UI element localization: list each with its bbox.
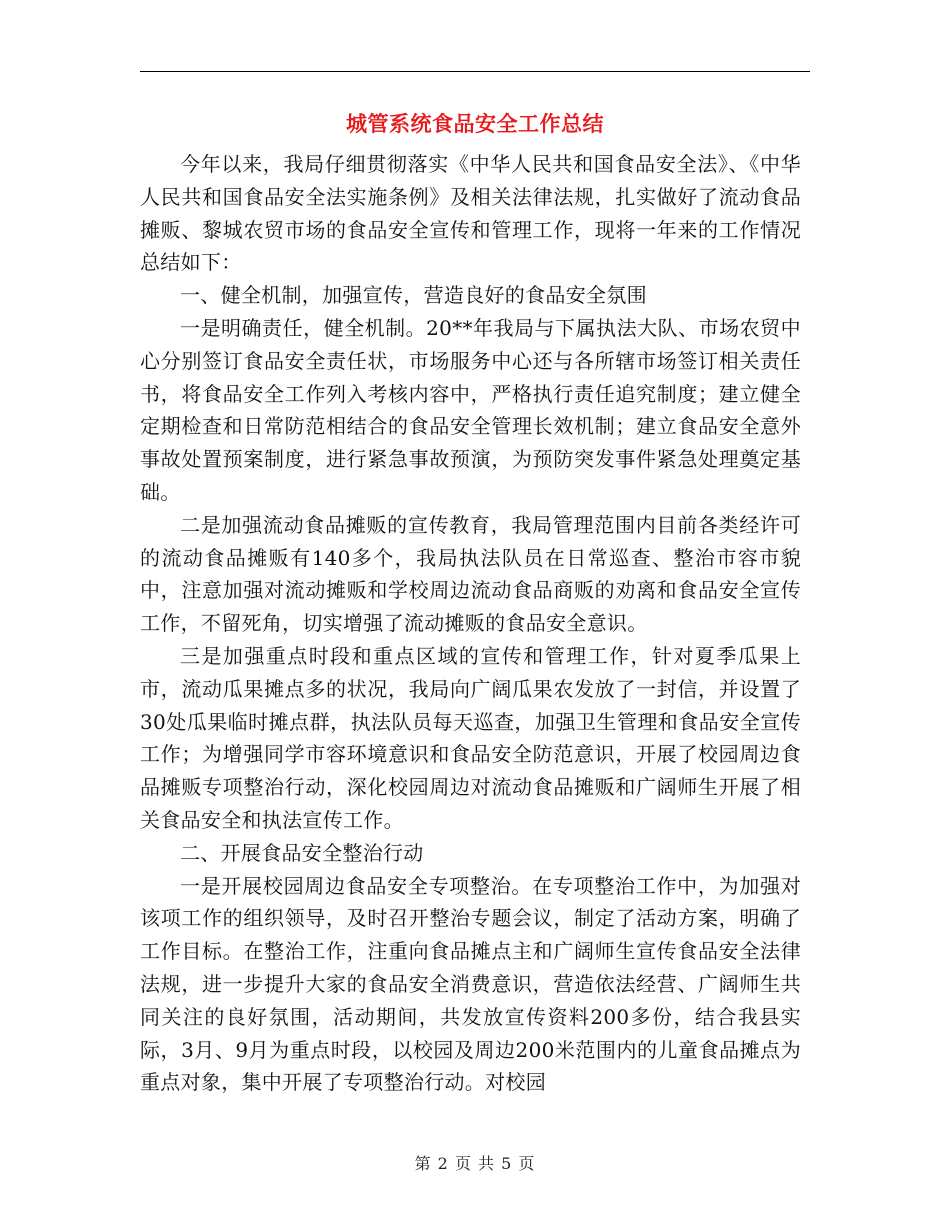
- intro-paragraph: 今年以来，我局仔细贯彻落实《中华人民共和国食品安全法》、《中华人民共和国食品安全法实施条例》及相关法律法规，扎实做好了流动食品摊贩、黎城农贸市场的食品安全宣传和管理工作，现将一年来的工作情况总结如下：: [140, 152, 801, 275]
- document-body: [140, 148, 801, 1099]
- page-footer: 第 2 页 共 5 页: [414, 1154, 536, 1173]
- section-heading-2: 二、开展食品安全整治行动: [180, 840, 424, 865]
- header-rule: [140, 71, 810, 72]
- document-title: 城管系统食品安全工作总结: [346, 111, 604, 136]
- body-paragraph: 一是明确责任，健全机制。20**年我局与下属执法大队、市场农贸中心分别签订食品安全责任状，市场服务中心还与各所辖市场签订相关责任书，将食品安全工作列入考核内容中，严格执行责任追究制度；建立健全定期检查和日常防范相结合的食品安全管理长效机制；建立食品安全意外事故处置预案制度，进行紧急事故预演，为预防突发事件紧急处理奠定基础。: [140, 315, 801, 504]
- body-paragraph: 三是加强重点时段和重点区域的宣传和管理工作，针对夏季瓜果上市，流动瓜果摊点多的状况，我局向广阔瓜果农发放了一封信，并设置了30处瓜果临时摊点群，执法队员每天巡查，加强卫生管理和食品安全宣传工作；为增强同学市容环境意识和食品安全防范意识，开展了校园周边食品摊贩专项整治行动，深化校园周边对流动食品摊贩和广阔师生开展了相关食品安全和执法宣传工作。: [140, 643, 801, 832]
- body-paragraph: 二是加强流动食品摊贩的宣传教育，我局管理范围内目前各类经许可的流动食品摊贩有140多个，我局执法队员在日常巡查、整治市容市貌中，注意加强对流动摊贩和学校周边流动食品商贩的劝离和食品安全宣传工作，不留死角，切实增强了流动摊贩的食品安全意识。: [140, 512, 801, 636]
- body-paragraph: 一是开展校园周边食品安全专项整治。在专项整治工作中，为加强对该项工作的组织领导，及时召开整治专题会议，制定了活动方案，明确了工作目标。在整治工作，注重向食品摊点主和广阔师生宣传食品安全法律法规，进一步提升大家的食品安全消费意识，营造依法经营、广阔师生共同关注的良好氛围，活动期间，共发放宣传资料200多份，结合我县实际，3月、9月为重点时段，以校园及周边200米范围内的儿童食品摊点为重点对象，集中开展了专项整治行动。对校园: [140, 873, 801, 1095]
- section-heading-1: 一、健全机制，加强宣传，营造良好的食品安全氛围: [180, 283, 647, 308]
